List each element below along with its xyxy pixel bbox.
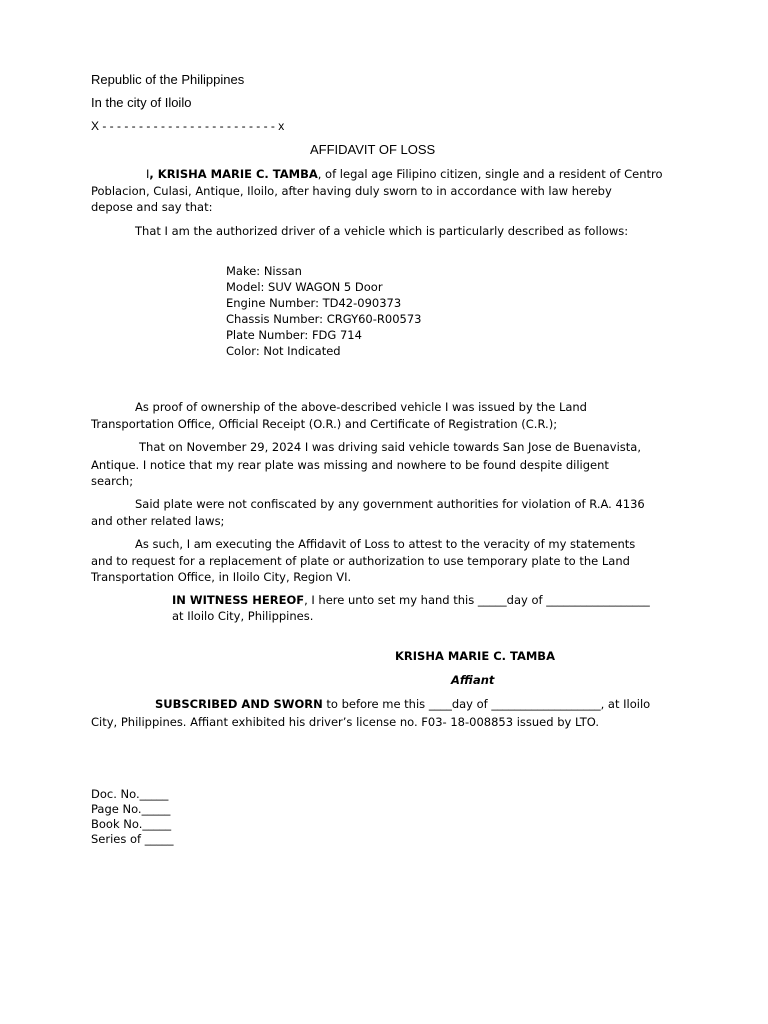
intro-line-3: depose and say that:	[91, 200, 213, 214]
jurat-line-2: City, Philippines. Affiant exhibited his driver’s license no. F03- 18-008853 issued by LTO.	[91, 715, 600, 729]
para-date-line-3: search;	[91, 474, 134, 488]
witness-rest: , I here unto set my hand this _____day of __________________	[304, 593, 650, 607]
para-such-line-3: Transportation Office, in Iloilo City, Region VI.	[91, 570, 352, 584]
para-such-line-2: and to request for a replacement of plate or authorization to use temporary plate to the Land	[91, 554, 630, 568]
affiant-name-inline: , KRISHA MARIE C. TAMBA	[149, 167, 318, 181]
vehicle-model: Model: SUV WAGON 5 Door	[226, 280, 383, 294]
vehicle-make: Make: Nissan	[226, 264, 302, 278]
notary-page-no: Page No._____	[91, 802, 171, 816]
vehicle-engine: Engine Number: TD42-090373	[226, 296, 402, 310]
intro-rest: , of legal age Filipino citizen, single and a resident of Centro	[317, 167, 663, 181]
jurat-line-1	[155, 697, 650, 711]
jurat-bold: SUBSCRIBED AND SWORN	[155, 697, 323, 711]
notary-series: Series of _____	[91, 832, 174, 846]
header-city: In the city of Iloilo	[91, 95, 192, 110]
para-plate-line-1: Said plate were not confiscated by any government authorities for violation of R.A. 4136	[135, 497, 645, 511]
jurat-rest: to before me this ____day of ___________________, at Iloilo	[322, 697, 651, 711]
document-title: AFFIDAVIT OF LOSS	[310, 142, 436, 157]
witness-line-1	[172, 593, 650, 607]
para-plate-line-2: and other related laws;	[91, 514, 225, 528]
intro-line-1	[146, 167, 663, 181]
intro-line-2: Poblacion, Culasi, Antique, Iloilo, after having duly sworn to in accordance with law hereby	[91, 184, 612, 198]
para-proof-line-2: Transportation Office, Official Receipt (O.R.) and Certificate of Registration (C.R.);	[91, 417, 558, 431]
para-driver: That I am the authorized driver of a vehicle which is particularly described as follows:	[135, 224, 629, 238]
vehicle-chassis: Chassis Number: CRGY60-R00573	[226, 312, 422, 326]
para-date-line-1: That on November 29, 2024 I was driving said vehicle towards San Jose de Buenavista,	[139, 440, 642, 454]
header-separator: X - - - - - - - - - - - - - - - - - - - - - - - - x	[91, 119, 285, 133]
signature-role: Affiant	[451, 673, 495, 687]
signature-name: KRISHA MARIE C. TAMBA	[395, 649, 555, 663]
vehicle-plate: Plate Number: FDG 714	[226, 328, 362, 342]
witness-line-2: at Iloilo City, Philippines.	[172, 609, 314, 623]
header-republic: Republic of the Philippines	[91, 72, 245, 87]
para-date-line-2: Antique. I notice that my rear plate was missing and nowhere to be found despite diligent	[91, 458, 609, 472]
para-proof-line-1: As proof of ownership of the above-described vehicle I was issued by the Land	[135, 400, 587, 414]
intro-lead: I	[146, 167, 150, 181]
notary-doc-no: Doc. No._____	[91, 787, 169, 801]
para-such-line-1: As such, I am executing the Affidavit of Loss to attest to the veracity of my statements	[135, 537, 636, 551]
vehicle-color: Color: Not Indicated	[226, 344, 341, 358]
witness-bold: IN WITNESS HEREOF	[172, 593, 305, 607]
notary-book-no: Book No._____	[91, 817, 172, 831]
